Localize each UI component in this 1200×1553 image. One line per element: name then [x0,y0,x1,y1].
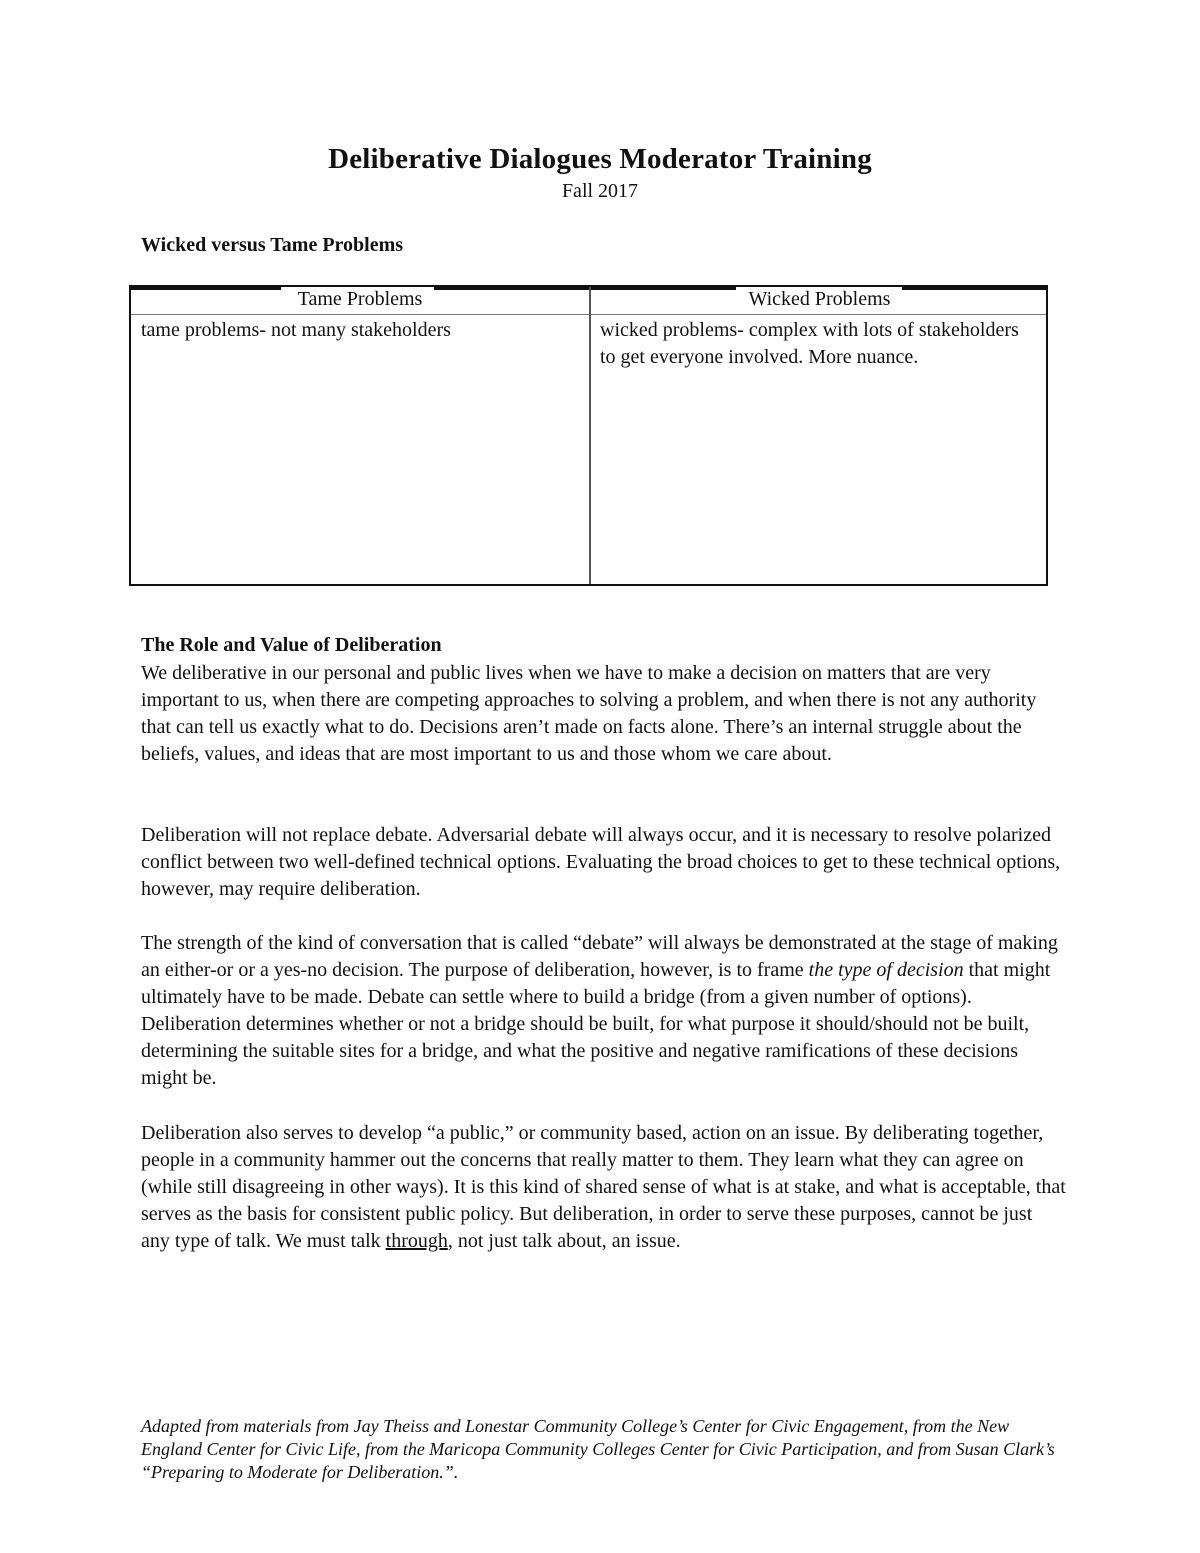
column-divider [589,287,591,584]
column-header-wicked: Wicked Problems [748,288,891,310]
paragraph-text: The strength of the kind of conversation that is called “debate” will always be demonstrated at the stage of making an either-or or a yes-no decision. The purpose of deliberation, however, is to frame [141,932,1058,981]
body-paragraph-2: Deliberation will not replace debate. Adversarial debate will always occur, and it is necessary to resolve polarized conflict between two well-defined technical options. Evaluating the broad choices to get to these technical options, however, may require deliberation. [141,824,1061,900]
section-heading-wicked-vs-tame: Wicked versus Tame Problems [141,234,404,256]
comparison-table [129,285,1048,586]
body-paragraph-3 [141,930,1066,1092]
underlined-text: through [385,1230,448,1252]
body-paragraph-4 [141,1120,1066,1255]
paragraph-text: that might ultimately have to be made. Debate can settle where to build a bridge (from a given number of options). Deliberation determines whether or not a bridge should be built, for what purpose it should/should not be built, determining the suitable sites for a bridge, and what the positive and negative ramifications of these decisions might be. [141,959,1051,1089]
page-title: Deliberative Dialogues Moderator Training [328,143,872,175]
section-heading-role-of-deliberation: The Role and Value of Deliberation [141,634,442,656]
column-header-tame: Tame Problems [297,288,423,310]
body-paragraph-1: We deliberative in our personal and public lives when we have to make a decision on matters that are very important to us, when there are competing approaches to solving a problem, and when there is not any authority that can tell us exactly what to do. Decisions aren’t made on facts alone. There’s an internal struggle about the beliefs, values, and ideas that are most important to us and those whom we care about. [141,662,1037,765]
paragraph-text: , not just talk about, an issue. [447,1230,681,1252]
attribution-footnote: Adapted from materials from Jay Theiss and Lonestar Community College’s Center for Civic Engagement, from the New England Center for Civic Life, from the Maricopa Community Colleges Center for Civic Participation, and from Susan Clark’s “Preparing to Moderate for Deliberation.”. [141,1416,1055,1482]
table-cell-wicked: wicked problems- complex with lots of stakeholders to get everyone involved. More nuance. [600,319,1019,368]
page-subtitle: Fall 2017 [561,180,639,202]
table-cell-tame: tame problems- not many stakeholders [141,319,451,341]
paragraph-text: Deliberation also serves to develop “a public,” or community based, action on an issue. By deliberating together, people in a community hammer out the concerns that really matter to them. They learn what they can agree on (while still disagreeing in other ways). It is this kind of shared sense of what is at stake, and what is acceptable, that serves as the basis for consistent public policy. But deliberation, in order to serve these purposes, cannot be just any type of talk. We must talk [141,1122,1066,1252]
emphasis-text: the type of decision [808,959,964,981]
